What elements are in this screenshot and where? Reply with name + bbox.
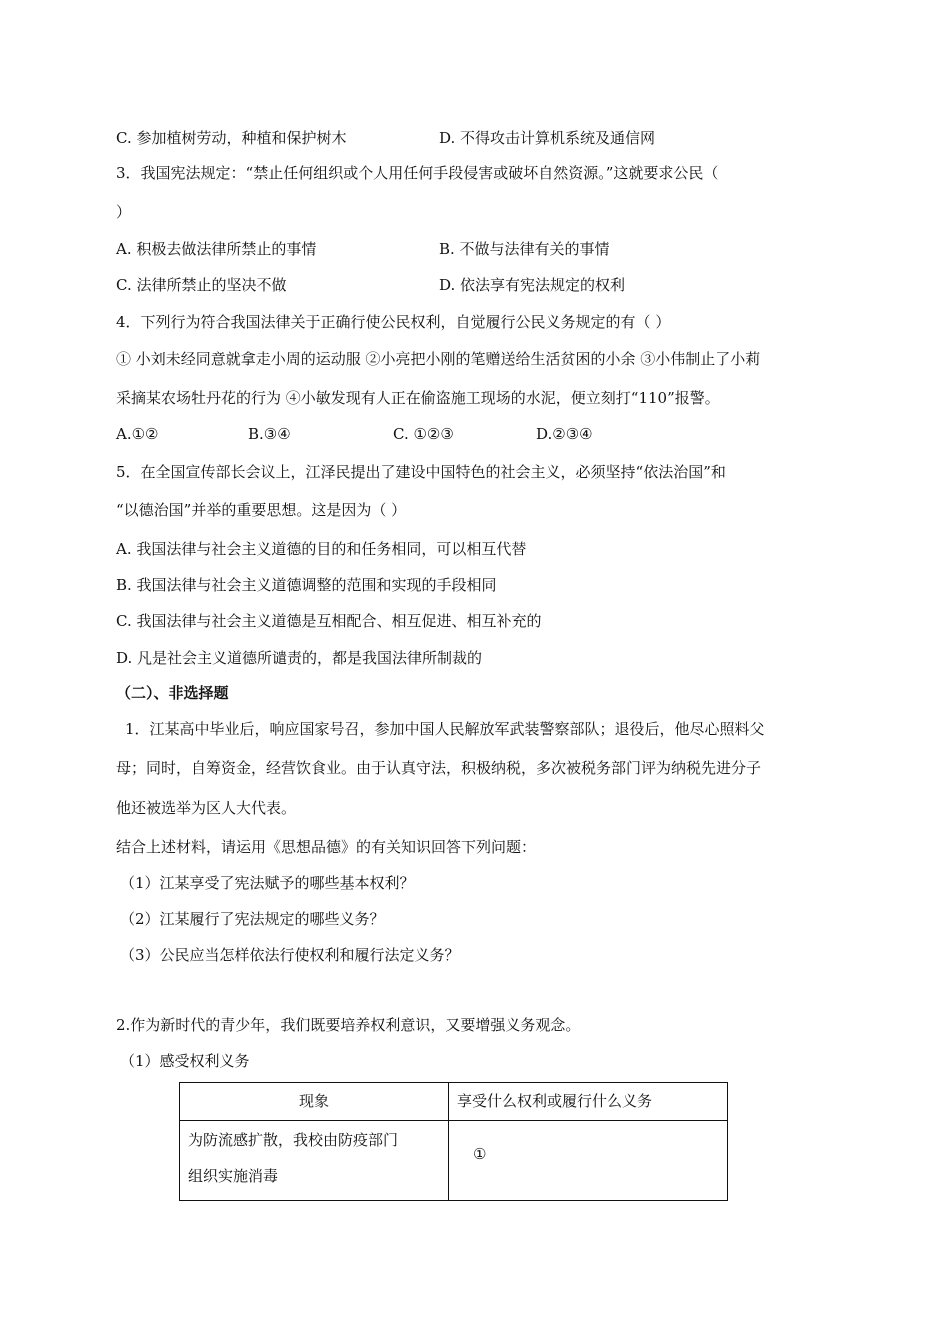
table-cell-line2: 组织实施消毒 xyxy=(188,1167,279,1185)
table-cell-line1: 为防流感扩散，我校由防疫部门 xyxy=(188,1131,399,1149)
nq2-subquestion-1: （1）感受权利义务 xyxy=(120,1052,250,1070)
q3-stem: 3．我国宪法规定：“禁止任何组织或个人用任何手段侵害或破坏自然资源。”这就要求公民（ xyxy=(116,164,719,182)
nq1-paragraph-line2: 母；同时，自筹资金，经营饮食业。由于认真守法，积极纳税，多次被税务部门评为纳税先进分子 xyxy=(116,759,762,777)
table-header-rights-duties: 享受什么权利或履行什么义务 xyxy=(449,1083,728,1121)
table-header-phenomenon: 现象 xyxy=(180,1083,449,1121)
q3-stem-end: ） xyxy=(116,203,132,221)
table-cell-answer xyxy=(449,1121,728,1201)
q5-stem-line1: 5．在全国宣传部长会议上，江泽民提出了建设中国特色的社会主义，必须坚持“依法治国”和 xyxy=(116,463,726,481)
q4-body-line2: 采摘某农场牡丹花的行为 ④小敏发现有人正在偷盗施工现场的水泥，便立刻打“110”报警。 xyxy=(116,389,720,407)
q4-body-line1: ① 小刘未经同意就拿走小周的运动服 ②小亮把小刚的笔赠送给生活贫困的小余 ③小伟制止了小莉 xyxy=(116,350,761,368)
q4-option-b: B.③④ xyxy=(248,425,291,443)
q3-option-c: C. 法律所禁止的坚决不做 xyxy=(116,276,287,294)
q3-option-d: D. 依法享有宪法规定的权利 xyxy=(439,276,626,294)
nq1-subquestion-3: （3）公民应当怎样依法行使权利和履行法定义务？ xyxy=(120,946,460,964)
nq1-instruction: 结合上述材料，请运用《思想品德》的有关知识回答下列问题： xyxy=(116,838,537,856)
table-answer-marker: ① xyxy=(473,1145,487,1163)
nq1-paragraph-line3: 他还被选举为区人大代表。 xyxy=(116,799,297,817)
q4-option-a: A.①② xyxy=(116,425,159,443)
q5-option-c: C. 我国法律与社会主义道德是互相配合、相互促进、相互补充的 xyxy=(116,612,542,630)
q4-stem: 4．下列行为符合我国法律关于正确行使公民权利，自觉履行公民义务规定的有（ ） xyxy=(116,313,671,331)
nq1-paragraph-line1: 1．江某高中毕业后，响应国家号召，参加中国人民解放军武装警察部队；退役后，他尽心照料父 xyxy=(125,720,765,738)
q5-stem-line2: “以德治国”并举的重要思想。这是因为（ ） xyxy=(116,501,407,519)
q2-option-d: D. 不得攻击计算机系统及通信网 xyxy=(439,129,656,147)
q5-option-d: D. 凡是社会主义道德所谴责的，都是我国法律所制裁的 xyxy=(116,649,483,667)
nq2-paragraph: 2.作为新时代的青少年，我们既要培养权利意识，又要增强义务观念。 xyxy=(116,1016,581,1034)
q3-option-b: B. 不做与法律有关的事情 xyxy=(439,240,610,258)
table-header-row xyxy=(180,1083,728,1121)
nq1-subquestion-2: （2）江某履行了宪法规定的哪些义务？ xyxy=(120,910,385,928)
q3-option-a: A. 积极去做法律所禁止的事情 xyxy=(116,240,317,258)
q4-option-d: D.②③④ xyxy=(536,425,593,443)
rights-duties-table xyxy=(179,1082,728,1201)
q2-option-c: C. 参加植树劳动，种植和保护树木 xyxy=(116,129,347,147)
q5-option-b: B. 我国法律与社会主义道德调整的范围和实现的手段相同 xyxy=(116,576,497,594)
nq1-subquestion-1: （1）江某享受了宪法赋予的哪些基本权利？ xyxy=(120,874,415,892)
section-title-non-choice: （二）、非选择题 xyxy=(116,684,229,702)
q5-option-a: A. 我国法律与社会主义道德的目的和任务相同，可以相互代替 xyxy=(116,540,527,558)
table-row xyxy=(180,1121,728,1201)
q4-option-c: C. ①②③ xyxy=(393,425,454,443)
table-cell-phenomenon xyxy=(180,1121,449,1201)
